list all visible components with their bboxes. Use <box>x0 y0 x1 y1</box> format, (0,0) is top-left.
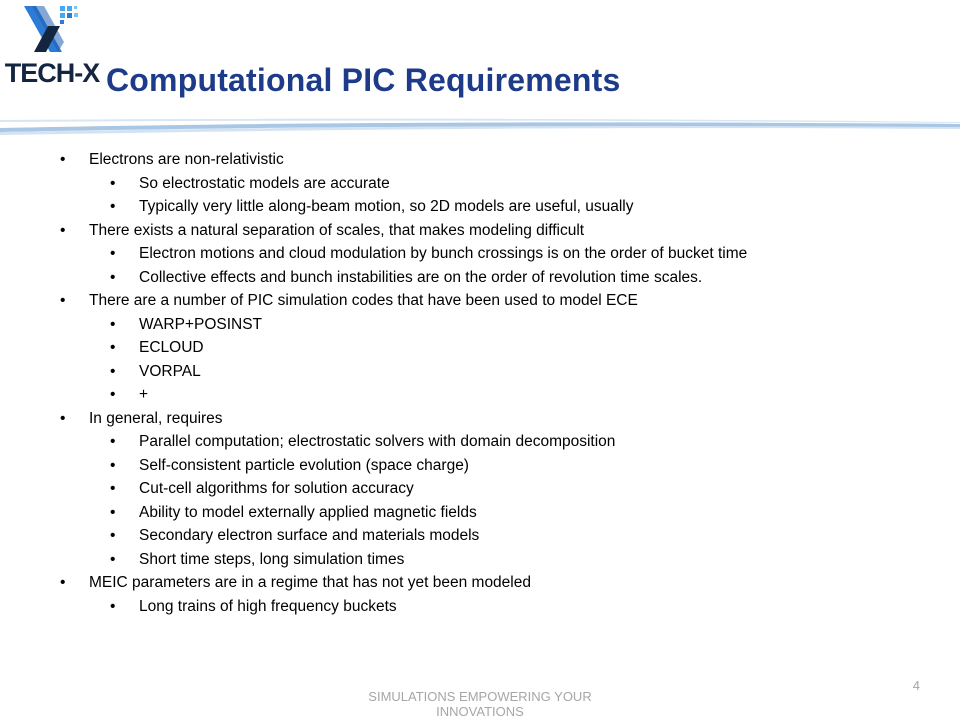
bullet-text: Electrons are non-relativistic <box>89 151 284 168</box>
slide-title: Computational PIC Requirements <box>106 62 621 98</box>
bullet-marker: • <box>60 409 66 427</box>
bullet-text: There exists a natural separation of scales, that makes modeling difficult <box>89 221 585 239</box>
bullet-marker: • <box>110 268 116 286</box>
bullet-item <box>60 221 900 240</box>
bullet-marker: • <box>110 362 116 380</box>
bullet-text: ECLOUD <box>139 339 204 356</box>
bullet-marker: • <box>110 174 116 192</box>
bullet-marker: • <box>60 292 66 309</box>
bullet-text: Cut-cell algorithms for solution accuracy <box>139 480 414 497</box>
sub-bullet-item <box>60 197 900 216</box>
sub-bullet-item <box>60 597 900 616</box>
bullet-marker: • <box>60 151 66 168</box>
bullet-marker: • <box>110 597 116 615</box>
sub-bullet-item <box>60 174 900 193</box>
bullet-list <box>60 150 900 620</box>
logo-wordmark: TECH-X <box>4 58 100 88</box>
bullet-marker: • <box>60 221 66 239</box>
bullet-marker: • <box>110 456 116 474</box>
bullet-text: Short time steps, long simulation times <box>139 550 405 568</box>
bullet-text: WARP+POSINST <box>139 315 263 333</box>
footer-tagline: SIMULATIONS EMPOWERING YOUR INNOVATIONS <box>368 689 592 719</box>
sub-bullet-item <box>60 503 900 522</box>
sub-bullet-item <box>60 550 900 569</box>
bullet-marker: • <box>110 339 116 356</box>
sub-bullet-item <box>60 456 900 475</box>
bullet-text: VORPAL <box>139 362 201 380</box>
bullet-item <box>60 409 900 428</box>
bullet-item <box>60 150 900 169</box>
bullet-marker: • <box>110 386 116 403</box>
bullet-marker: • <box>110 433 116 450</box>
page-number: 4 <box>912 678 920 693</box>
bullet-marker: • <box>110 503 116 521</box>
bullet-text: MEIC parameters are in a regime that has not yet been modeled <box>89 574 531 591</box>
bullet-text: Typically very little along-beam motion, so 2D models are useful, usually <box>139 198 634 215</box>
bullet-marker: • <box>110 550 116 568</box>
sub-bullet-item <box>60 479 900 498</box>
bullet-marker: • <box>110 245 116 262</box>
bullet-marker: • <box>60 574 66 591</box>
bullet-text: So electrostatic models are accurate <box>139 174 390 192</box>
tech-x-logo-icon <box>2 2 98 62</box>
bullet-text: Collective effects and bunch instabilities are on the order of revolution time scales. <box>139 268 703 286</box>
tech-x-logo <box>2 2 98 94</box>
sub-bullet-item <box>60 338 900 357</box>
bullet-marker: • <box>110 315 116 333</box>
bullet-marker: • <box>110 527 116 544</box>
sub-bullet-item <box>60 362 900 381</box>
bullet-text: Parallel computation; electrostatic solvers with domain decomposition <box>139 433 616 450</box>
sub-bullet-item <box>60 315 900 334</box>
bullet-text: Secondary electron surface and materials models <box>139 527 480 544</box>
sub-bullet-item <box>60 526 900 545</box>
bullet-text: There are a number of PIC simulation codes that have been used to model ECE <box>89 292 638 309</box>
bullet-text: Ability to model externally applied magnetic fields <box>139 503 477 521</box>
bullet-item <box>60 573 900 592</box>
bullet-text: In general, requires <box>89 409 223 427</box>
bullet-text: Self-consistent particle evolution (space charge) <box>139 456 469 474</box>
sub-bullet-item <box>60 268 900 287</box>
sub-bullet-item <box>60 244 900 263</box>
bullet-item <box>60 291 900 310</box>
sub-bullet-item <box>60 432 900 451</box>
header-swoosh <box>0 110 960 146</box>
bullet-text: Electron motions and cloud modulation by bunch crossings is on the order of bucket time <box>139 245 748 262</box>
bullet-marker: • <box>110 198 116 215</box>
sub-bullet-item <box>60 385 900 404</box>
bullet-text: + <box>139 386 149 403</box>
bullet-marker: • <box>110 480 116 497</box>
bullet-text: Long trains of high frequency buckets <box>139 597 397 615</box>
